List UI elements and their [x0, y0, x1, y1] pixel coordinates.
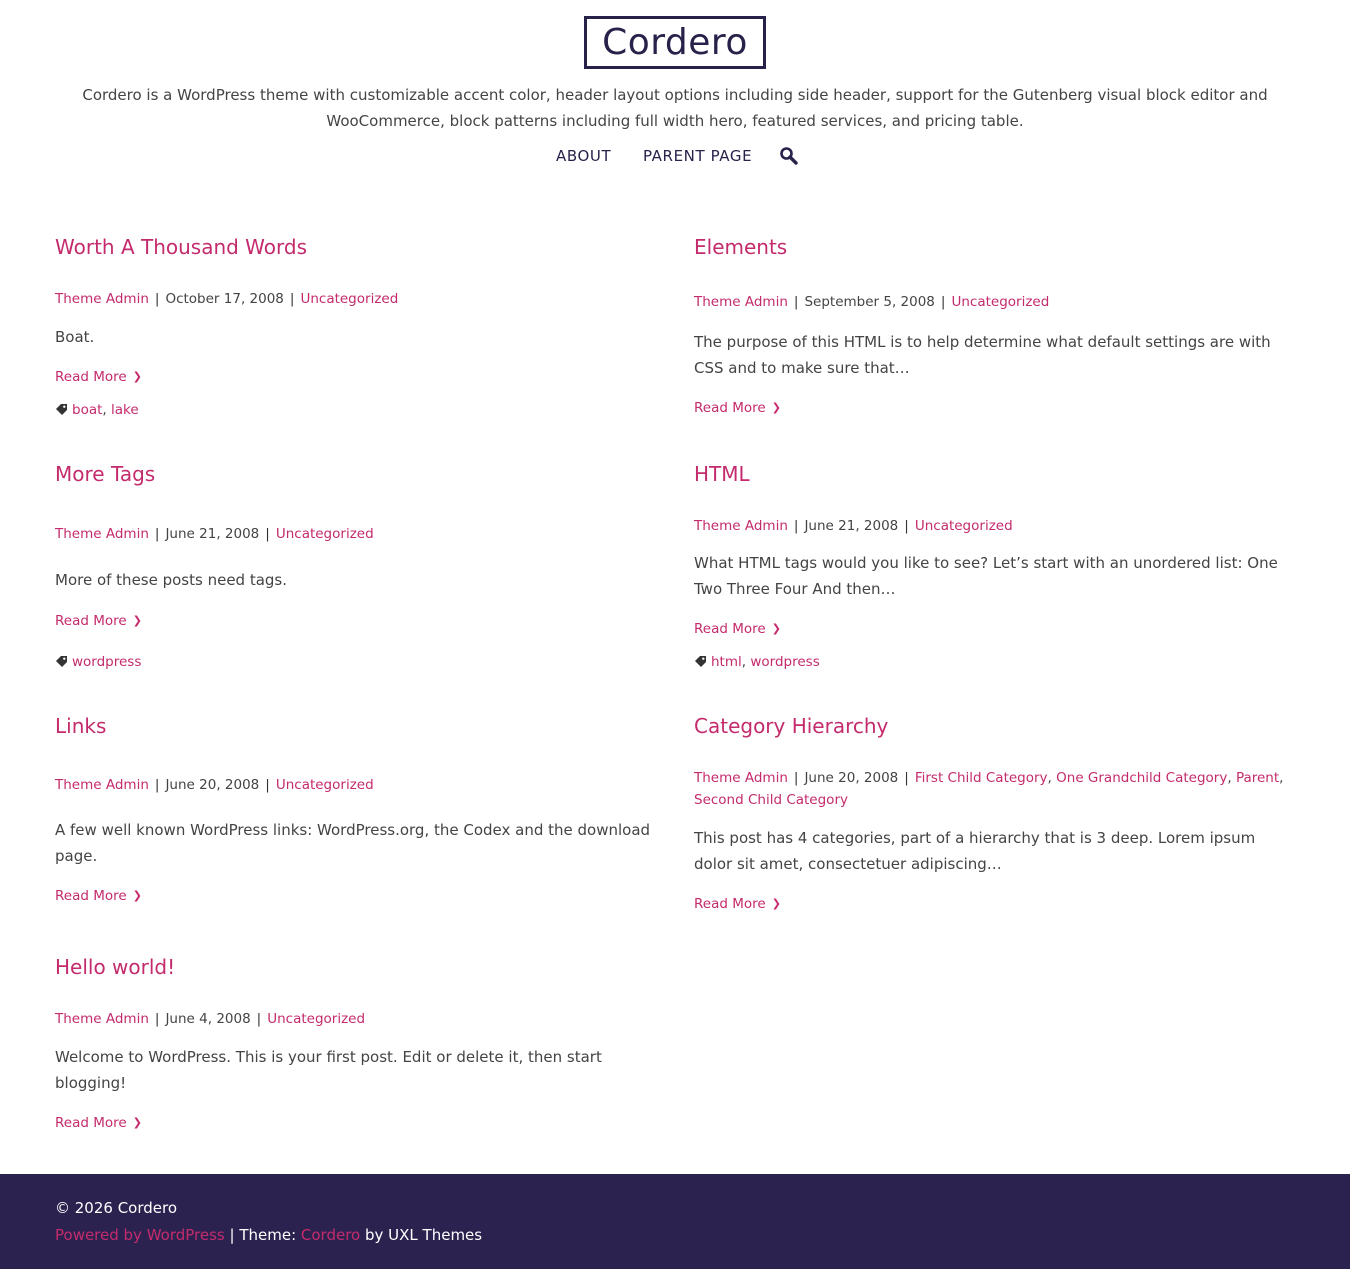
- post-title[interactable]: More Tags: [55, 462, 156, 486]
- post-meta: Theme Admin | October 17, 2008 | Uncategorized: [55, 291, 399, 307]
- post-author[interactable]: Theme Admin: [55, 777, 149, 793]
- powered-by-link[interactable]: Powered by WordPress: [55, 1226, 225, 1244]
- post-tags: html, wordpress: [694, 652, 820, 674]
- tag-icon: [694, 654, 707, 674]
- tag-link[interactable]: lake: [111, 402, 139, 418]
- post-meta: Theme Admin | June 4, 2008 | Uncategorized: [55, 1011, 366, 1027]
- post-category[interactable]: Parent: [1235, 770, 1280, 786]
- post-card: [55, 233, 655, 433]
- theme-author: by UXL Themes: [360, 1226, 483, 1244]
- theme-prefix: Theme:: [239, 1226, 301, 1244]
- post-card: [694, 233, 1294, 433]
- chevron-right-icon: ❯: [132, 614, 142, 627]
- post-category[interactable]: One Grandchild Category: [1056, 770, 1228, 786]
- post-category[interactable]: Uncategorized: [275, 526, 374, 542]
- read-more-link[interactable]: Read More ❯: [55, 613, 142, 629]
- post-excerpt: What HTML tags would you like to see? Let’s start with an unordered list: One Two Three Four And then…: [694, 554, 1278, 598]
- read-more-link[interactable]: Read More ❯: [55, 369, 142, 385]
- post-author[interactable]: Theme Admin: [694, 518, 788, 534]
- site-title[interactable]: Cordero: [584, 16, 766, 69]
- footer-divider: |: [224, 1226, 240, 1244]
- post-title[interactable]: HTML: [694, 462, 750, 486]
- post-card: [694, 712, 1294, 922]
- post-tags: boat, lake: [55, 400, 139, 422]
- read-more-link[interactable]: Read More ❯: [694, 621, 781, 637]
- post-author[interactable]: Theme Admin: [55, 1011, 149, 1027]
- post-meta: Theme Admin | June 21, 2008 | Uncategorized: [694, 518, 1013, 534]
- post-category[interactable]: Uncategorized: [300, 291, 399, 307]
- chevron-right-icon: ❯: [132, 1116, 142, 1129]
- post-tags: [55, 652, 141, 674]
- post-excerpt: More of these posts need tags.: [55, 571, 288, 589]
- tag-link[interactable]: wordpress: [750, 654, 820, 670]
- post-meta: Theme Admin | June 20, 2008 | First Child Category, One Grandchild Category, Parent, Second Child Category: [694, 770, 1284, 808]
- chevron-right-icon: ❯: [771, 897, 781, 910]
- post-meta: Theme Admin | September 5, 2008 | Uncategorized: [694, 294, 1050, 310]
- post-author[interactable]: Theme Admin: [55, 526, 149, 542]
- read-more-link[interactable]: Read More ❯: [694, 896, 781, 912]
- post-category[interactable]: Uncategorized: [275, 777, 374, 793]
- post-category[interactable]: Uncategorized: [267, 1011, 366, 1027]
- footer-credits: [55, 1225, 482, 1245]
- post-card: [55, 460, 655, 680]
- chevron-right-icon: ❯: [132, 370, 142, 383]
- nav-item-parent-page[interactable]: PARENT PAGE: [643, 147, 753, 165]
- post-date: June 20, 2008: [804, 770, 899, 786]
- post-date: October 17, 2008: [165, 291, 284, 307]
- post-title[interactable]: Category Hierarchy: [694, 714, 889, 738]
- post-excerpt: This post has 4 categories, part of a hierarchy that is 3 deep. Lorem ipsum dolor sit amet, consectetuer adipiscing…: [694, 829, 1256, 873]
- site-footer: [0, 1174, 1350, 1269]
- read-more-link[interactable]: Read More ❯: [694, 400, 781, 416]
- nav-item-about[interactable]: ABOUT: [556, 147, 612, 165]
- post-excerpt: The purpose of this HTML is to help determine what default settings are with CSS and to make sure that…: [694, 333, 1271, 377]
- chevron-right-icon: ❯: [132, 889, 142, 902]
- post-meta: Theme Admin | June 21, 2008 | Uncategorized: [55, 526, 374, 542]
- post-excerpt: Boat.: [55, 328, 95, 346]
- chevron-right-icon: ❯: [771, 401, 781, 414]
- post-date: June 21, 2008: [165, 526, 260, 542]
- post-card: [55, 953, 655, 1153]
- post-title[interactable]: Hello world!: [55, 955, 176, 979]
- post-excerpt: Welcome to WordPress. This is your first post. Edit or delete it, then start blogging!: [55, 1048, 602, 1092]
- post-title[interactable]: Worth A Thousand Words: [55, 235, 308, 259]
- post-card: [694, 460, 1294, 680]
- tag-icon: [55, 654, 68, 674]
- post-date: June 4, 2008: [165, 1011, 251, 1027]
- copyright-text: © 2026 Cordero: [55, 1199, 178, 1217]
- main-navigation: [0, 142, 1350, 170]
- post-category[interactable]: First Child Category: [914, 770, 1048, 786]
- tag-icon: [55, 402, 68, 422]
- post-date: June 21, 2008: [804, 518, 899, 534]
- site-header: [0, 0, 1350, 190]
- post-title[interactable]: Elements: [694, 235, 788, 259]
- read-more-link[interactable]: Read More ❯: [55, 888, 142, 904]
- site-description: Cordero is a WordPress theme with customizable accent color, header layout options including side header, support for the Gutenberg visual block editor and WooCommerce, block patterns including full width hero, featured services, and pricing table.: [82, 86, 1268, 130]
- post-author[interactable]: Theme Admin: [694, 294, 788, 310]
- post-category[interactable]: Uncategorized: [914, 518, 1013, 534]
- post-author[interactable]: Theme Admin: [694, 770, 788, 786]
- tag-link[interactable]: boat: [72, 402, 103, 418]
- post-excerpt: A few well known WordPress links: WordPress.org, the Codex and the download page.: [55, 821, 651, 865]
- tag-link[interactable]: html: [711, 654, 742, 670]
- post-card: [55, 712, 655, 912]
- chevron-right-icon: ❯: [771, 622, 781, 635]
- tag-link[interactable]: wordpress: [72, 654, 142, 670]
- post-category[interactable]: Second Child Category: [694, 792, 848, 808]
- post-date: September 5, 2008: [804, 294, 935, 310]
- post-category[interactable]: Uncategorized: [951, 294, 1050, 310]
- post-title[interactable]: Links: [55, 714, 107, 738]
- post-author[interactable]: Theme Admin: [55, 291, 149, 307]
- read-more-link[interactable]: Read More ❯: [55, 1115, 142, 1131]
- post-meta: Theme Admin | June 20, 2008 | Uncategorized: [55, 777, 374, 793]
- post-date: June 20, 2008: [165, 777, 260, 793]
- theme-link[interactable]: Cordero: [300, 1226, 361, 1244]
- search-icon[interactable]: [779, 146, 799, 166]
